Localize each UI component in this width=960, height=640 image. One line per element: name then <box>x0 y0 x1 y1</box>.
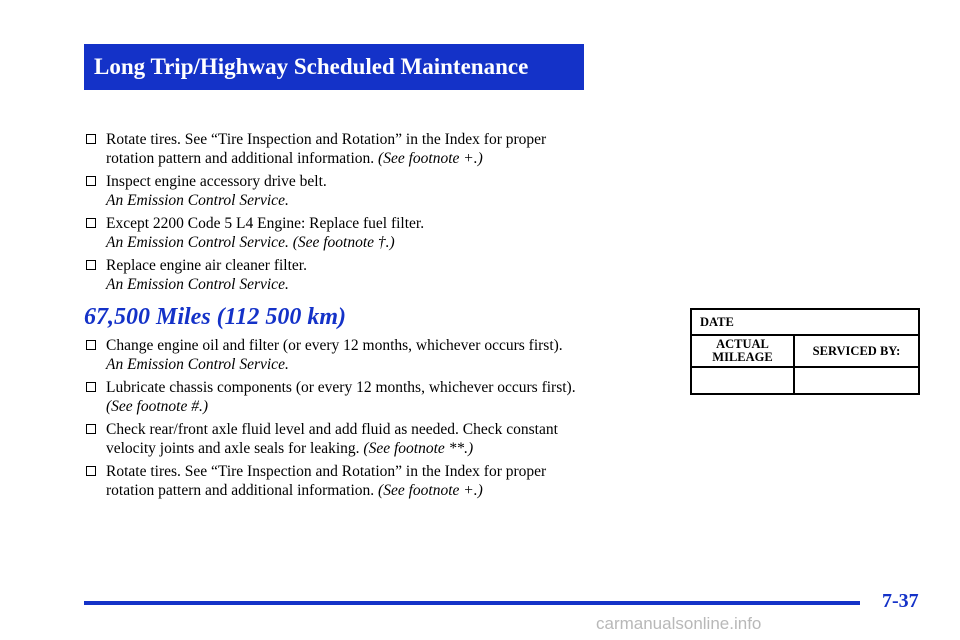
item-note: (See footnote +.) <box>378 150 483 167</box>
item-text: Except 2200 Code 5 L4 Engine: Replace fuel filter. <box>106 215 425 232</box>
serviced-by-entry-cell[interactable] <box>794 367 919 394</box>
item-note: (See footnote #.) <box>106 398 209 415</box>
maintenance-list-67500 <box>84 336 664 504</box>
item-text: Replace engine air cleaner filter. <box>106 257 307 274</box>
mileage-entry-cell[interactable] <box>691 367 794 394</box>
checkbox-icon[interactable] <box>86 424 96 434</box>
item-note: An Emission Control Service. (See footnote †.) <box>106 234 395 251</box>
checklist-item <box>84 336 664 374</box>
checklist-item <box>84 214 664 252</box>
checkbox-icon[interactable] <box>86 176 96 186</box>
footer-rule <box>84 601 860 605</box>
actual-mileage-cell <box>691 335 794 367</box>
checkbox-icon[interactable] <box>86 466 96 476</box>
item-text: Inspect engine accessory drive belt. <box>106 173 327 190</box>
page-title: Long Trip/Highway Scheduled Maintenance <box>94 54 529 79</box>
item-text: rotation pattern and additional information. <box>106 482 379 499</box>
section-heading: 67,500 Miles (112 500 km) <box>84 304 346 330</box>
item-note: (See footnote **.) <box>363 440 474 457</box>
serviced-by-label: SERVICED BY: <box>812 343 901 358</box>
checklist-item <box>84 378 664 416</box>
serviced-by-cell <box>794 335 919 367</box>
header-banner <box>84 44 584 90</box>
item-note: (See footnote +.) <box>378 482 483 499</box>
page-number: 7-37 <box>882 590 919 612</box>
checklist-item <box>84 256 664 294</box>
item-text: Rotate tires. See “Tire Inspection and Rotation” in the Index for proper <box>106 463 547 480</box>
item-text: rotation pattern and additional information. <box>106 150 379 167</box>
checkbox-icon[interactable] <box>86 218 96 228</box>
item-note: An Emission Control Service. <box>106 356 289 373</box>
checkbox-icon[interactable] <box>86 382 96 392</box>
checklist-item <box>84 172 664 210</box>
date-cell <box>691 309 919 335</box>
checkbox-icon[interactable] <box>86 134 96 144</box>
actual-mileage-label-line2: MILEAGE <box>712 350 773 364</box>
item-note: An Emission Control Service. <box>106 192 289 209</box>
item-note: An Emission Control Service. <box>106 276 289 293</box>
actual-mileage-label-line1: ACTUAL <box>716 337 769 351</box>
watermark: carmanualsonline.info <box>596 614 762 633</box>
checkbox-icon[interactable] <box>86 340 96 350</box>
date-label: DATE <box>700 314 734 329</box>
item-text: Check rear/front axle fluid level and add fluid as needed. Check constant <box>106 421 558 438</box>
checklist-item <box>84 462 664 500</box>
item-text: Lubricate chassis components (or every 12 months, whichever occurs first). <box>106 379 576 396</box>
service-record-table <box>690 308 920 395</box>
checklist-item <box>84 130 664 168</box>
checkbox-icon[interactable] <box>86 260 96 270</box>
item-text: Change engine oil and filter (or every 12 months, whichever occurs first). <box>106 337 563 354</box>
item-text: velocity joints and axle seals for leaking. <box>106 440 364 457</box>
maintenance-list-top <box>84 130 664 298</box>
item-text: Rotate tires. See “Tire Inspection and Rotation” in the Index for proper <box>106 131 547 148</box>
checklist-item <box>84 420 664 458</box>
